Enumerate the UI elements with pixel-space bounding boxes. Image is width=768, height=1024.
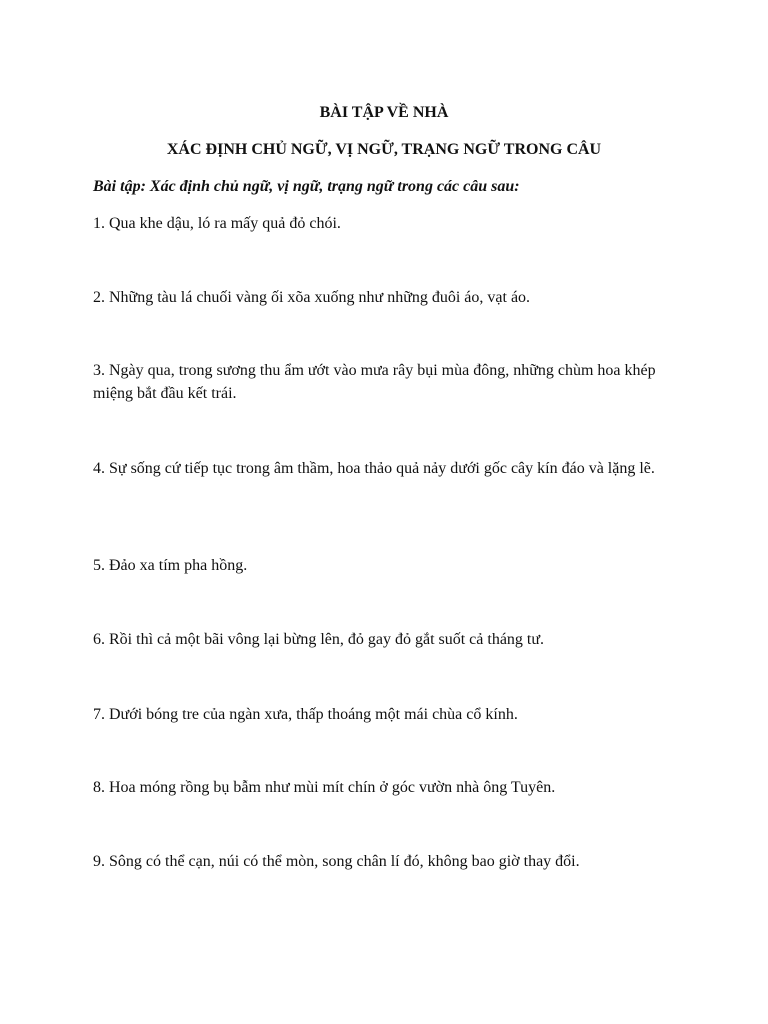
exercise-item-8: 8. Hoa móng rồng bụ bẫm như mùi mít chín ở góc vườn nhà ông Tuyên. <box>93 779 556 796</box>
exercise-item-5: 5. Đảo xa tím pha hồng. <box>93 557 248 574</box>
exercise-item-6: 6. Rồi thì cả một bãi vông lại bừng lên, đỏ gay đỏ gắt suốt cả tháng tư. <box>93 631 545 648</box>
exercise-item-1: 1. Qua khe dậu, ló ra mấy quả đỏ chói. <box>93 215 341 232</box>
exercise-item-2: 2. Những tàu lá chuối vàng ối xõa xuống như những đuôi áo, vạt áo. <box>93 289 531 306</box>
document-subtitle: XÁC ĐỊNH CHỦ NGỮ, VỊ NGỮ, TRẠNG NGỮ TRONG CÂU <box>166 141 602 158</box>
exercise-item-7: 7. Dưới bóng tre của ngàn xưa, thấp thoáng một mái chùa cổ kính. <box>93 706 518 723</box>
exercise-instruction: Bài tập: Xác định chủ ngữ, vị ngữ, trạng ngữ trong các câu sau: <box>93 178 520 195</box>
exercise-item-4: 4. Sự sống cứ tiếp tục trong âm thầm, hoa thảo quả nảy dưới gốc cây kín đáo và lặng lẽ. <box>93 460 655 477</box>
exercise-item-9: 9. Sông có thể cạn, núi có thể mòn, song chân lí đó, không bao giờ thay đổi. <box>93 853 580 870</box>
document-title: BÀI TẬP VỀ NHÀ <box>319 104 449 121</box>
exercise-item-3: 3. Ngày qua, trong sương thu ẩm ướt vào mưa rây bụi mùa đông, những chùm hoa khép miệng bắt đầu kết trái. <box>93 362 656 402</box>
